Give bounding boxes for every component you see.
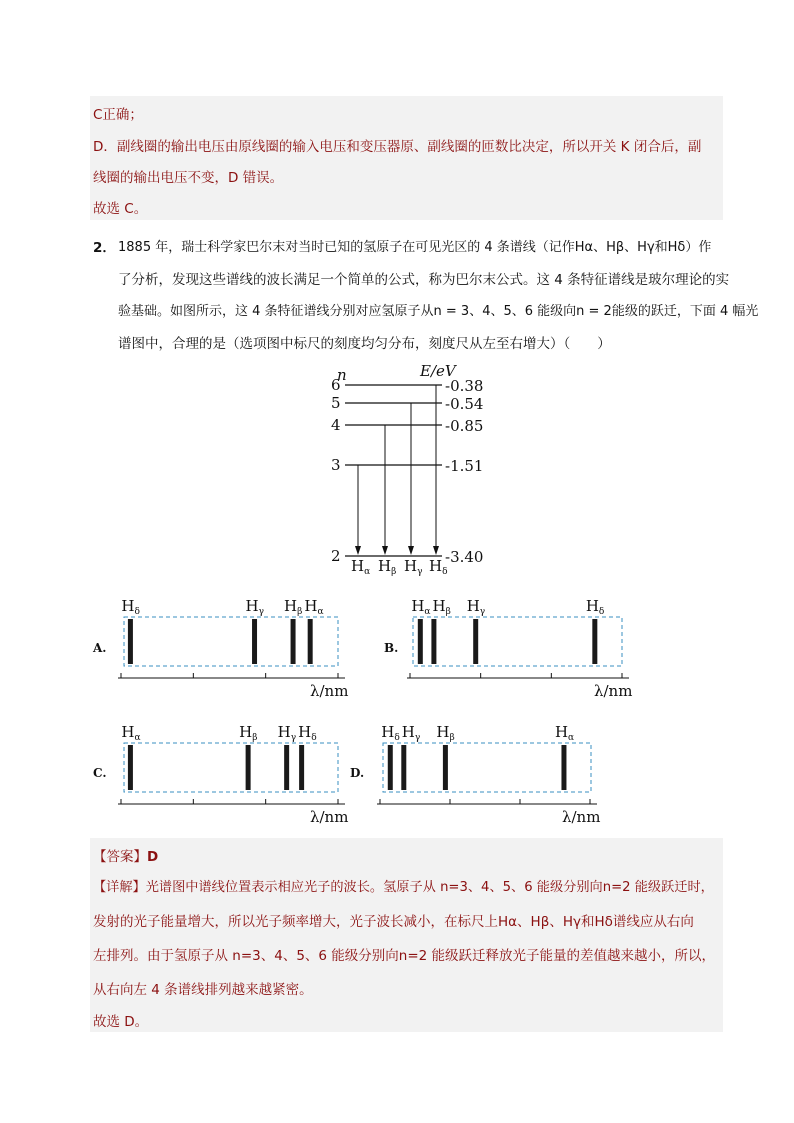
spectral-line-label: $H_\gamma$ <box>466 597 486 617</box>
spectral-line-label: $H_\alpha$ <box>554 723 575 743</box>
prev-solution-line: 线圈的输出电压不变，D 错误。 <box>93 170 284 186</box>
answer-value: D <box>147 849 159 865</box>
level-n-label: 4 <box>331 416 341 434</box>
arrowhead-icon <box>408 546 414 555</box>
prev-solution-line: D．副线圈的输出电压由原线圈的输入电压和变压器原、副线圈的匝数比决定，所以开关 K 闭合后，副 <box>93 139 702 155</box>
spectral-line <box>308 619 313 664</box>
spectral-line <box>284 745 289 790</box>
option-label: C. <box>93 766 107 780</box>
transition-label: $H_\gamma$ <box>404 557 423 577</box>
level-n-label: 2 <box>331 547 341 565</box>
option-label: D. <box>350 766 365 780</box>
spectral-line <box>401 745 406 790</box>
option-label: A. <box>93 641 107 655</box>
spectral-line-label: $H_\delta$ <box>121 597 140 617</box>
explanation-line: 发射的光子能量增大，所以光子频率增大，光子波长减小，在标尺上Hα、Hβ、Hγ和Hδ谱线应从右向 <box>93 914 694 930</box>
level-n-label: 3 <box>331 456 341 474</box>
spectral-line-label: $H_\delta$ <box>381 723 400 743</box>
level-energy-label: -0.54 <box>445 395 484 413</box>
spectrum-box <box>383 743 591 792</box>
transition-label: $H_\beta$ <box>378 557 397 577</box>
spectral-line-label: $H_\gamma$ <box>277 723 297 743</box>
spectrum-box <box>124 743 338 792</box>
spectral-line-label: $H_\delta$ <box>298 723 317 743</box>
explanation-box <box>90 838 723 1032</box>
n-axis-label: n <box>337 366 347 384</box>
spectral-line <box>443 745 448 790</box>
level-n-label: 6 <box>331 376 341 394</box>
spectral-line <box>128 619 133 664</box>
level-energy-label: -0.38 <box>445 377 484 395</box>
spectral-line-label: $H_\alpha$ <box>411 597 431 617</box>
explanation-line: 左排列。由于氢原子从 n=3、4、5、6 能级分别向n=2 能级跃迁释放光子能量的差值越来越小，所以， <box>93 948 716 964</box>
transition-label: $H_\delta$ <box>429 557 448 577</box>
axis-label: λ/nm <box>594 682 633 700</box>
spectral-line-label: $H_\alpha$ <box>304 597 324 617</box>
spectral-line-label: $H_\delta$ <box>585 597 605 617</box>
explanation-line: 从右向左 4 条谱线排列越来越紧密。 <box>93 982 313 998</box>
arrowhead-icon <box>355 546 361 555</box>
option-label: B. <box>384 641 399 655</box>
level-energy-label: -3.40 <box>445 548 484 566</box>
question-line: 了分析，发现这些谱线的波长满足一个简单的公式，称为巴尔末公式。这 4 条特征谱线是玻尔理论的实 <box>118 272 730 288</box>
spectral-line-label: $H_\gamma$ <box>401 723 421 743</box>
e-axis-label: E/eV <box>420 362 456 380</box>
spectral-line <box>246 745 251 790</box>
spectral-line <box>418 619 423 664</box>
spectral-line <box>252 619 257 664</box>
arrowhead-icon <box>382 546 388 555</box>
spectral-line-label: $H_\gamma$ <box>245 597 265 617</box>
spectral-line <box>592 619 597 664</box>
level-energy-label: -0.85 <box>445 417 484 435</box>
question-line: 1885 年，瑞士科学家巴尔末对当时已知的氢原子在可见光区的 4 条谱线（记作Hα、Hβ、Hγ和Hδ）作 <box>118 240 712 255</box>
spectral-line <box>473 619 478 664</box>
level-energy-label: -1.51 <box>445 457 484 475</box>
level-n-label: 5 <box>331 394 341 412</box>
explanation-tag: 【详解】 <box>93 880 146 895</box>
spectral-line-label: $H_\beta$ <box>284 597 303 617</box>
spectral-line <box>561 745 566 790</box>
question-line: 验基础。如图所示，这 4 条特征谱线分别对应氢原子从n = 3、4、5、6 能级向n = 2能级的跃迁，下面 4 幅光 <box>118 304 759 319</box>
spectral-line <box>128 745 133 790</box>
spectral-line <box>431 619 436 664</box>
transition-label: $H_\alpha$ <box>351 557 371 577</box>
answer <box>93 845 158 865</box>
spectral-line <box>291 619 296 664</box>
prev-solution-line: C正确； <box>93 107 143 123</box>
spectrum-box <box>413 617 622 666</box>
spectral-line-label: $H_\alpha$ <box>121 723 141 743</box>
axis-label: λ/nm <box>562 808 601 826</box>
explanation-text: 光谱图中谱线位置表示相应光子的波长。氢原子从 n=3、4、5、6 能级分别向n=2 能级跃迁时， <box>145 880 714 895</box>
spectral-line <box>299 745 304 790</box>
question-line: 谱图中，合理的是（选项图中标尺的刻度均匀分布，刻度尺从左至右增大）（ ） <box>118 336 611 352</box>
spectral-line-label: $H_\beta$ <box>432 597 451 617</box>
spectral-line-label: $H_\beta$ <box>239 723 258 743</box>
prev-solution-line: 故选 C。 <box>93 201 148 217</box>
question-number: 2． <box>93 240 116 256</box>
spectrum-box <box>124 617 338 666</box>
explanation-line <box>93 876 714 895</box>
answer-tag: 【答案】 <box>93 849 147 865</box>
spectral-line-label: $H_\beta$ <box>436 723 455 743</box>
axis-label: λ/nm <box>310 808 349 826</box>
axis-label: λ/nm <box>310 682 349 700</box>
explanation-line: 故选 D。 <box>93 1014 149 1030</box>
spectral-line <box>388 745 393 790</box>
arrowhead-icon <box>433 546 439 555</box>
